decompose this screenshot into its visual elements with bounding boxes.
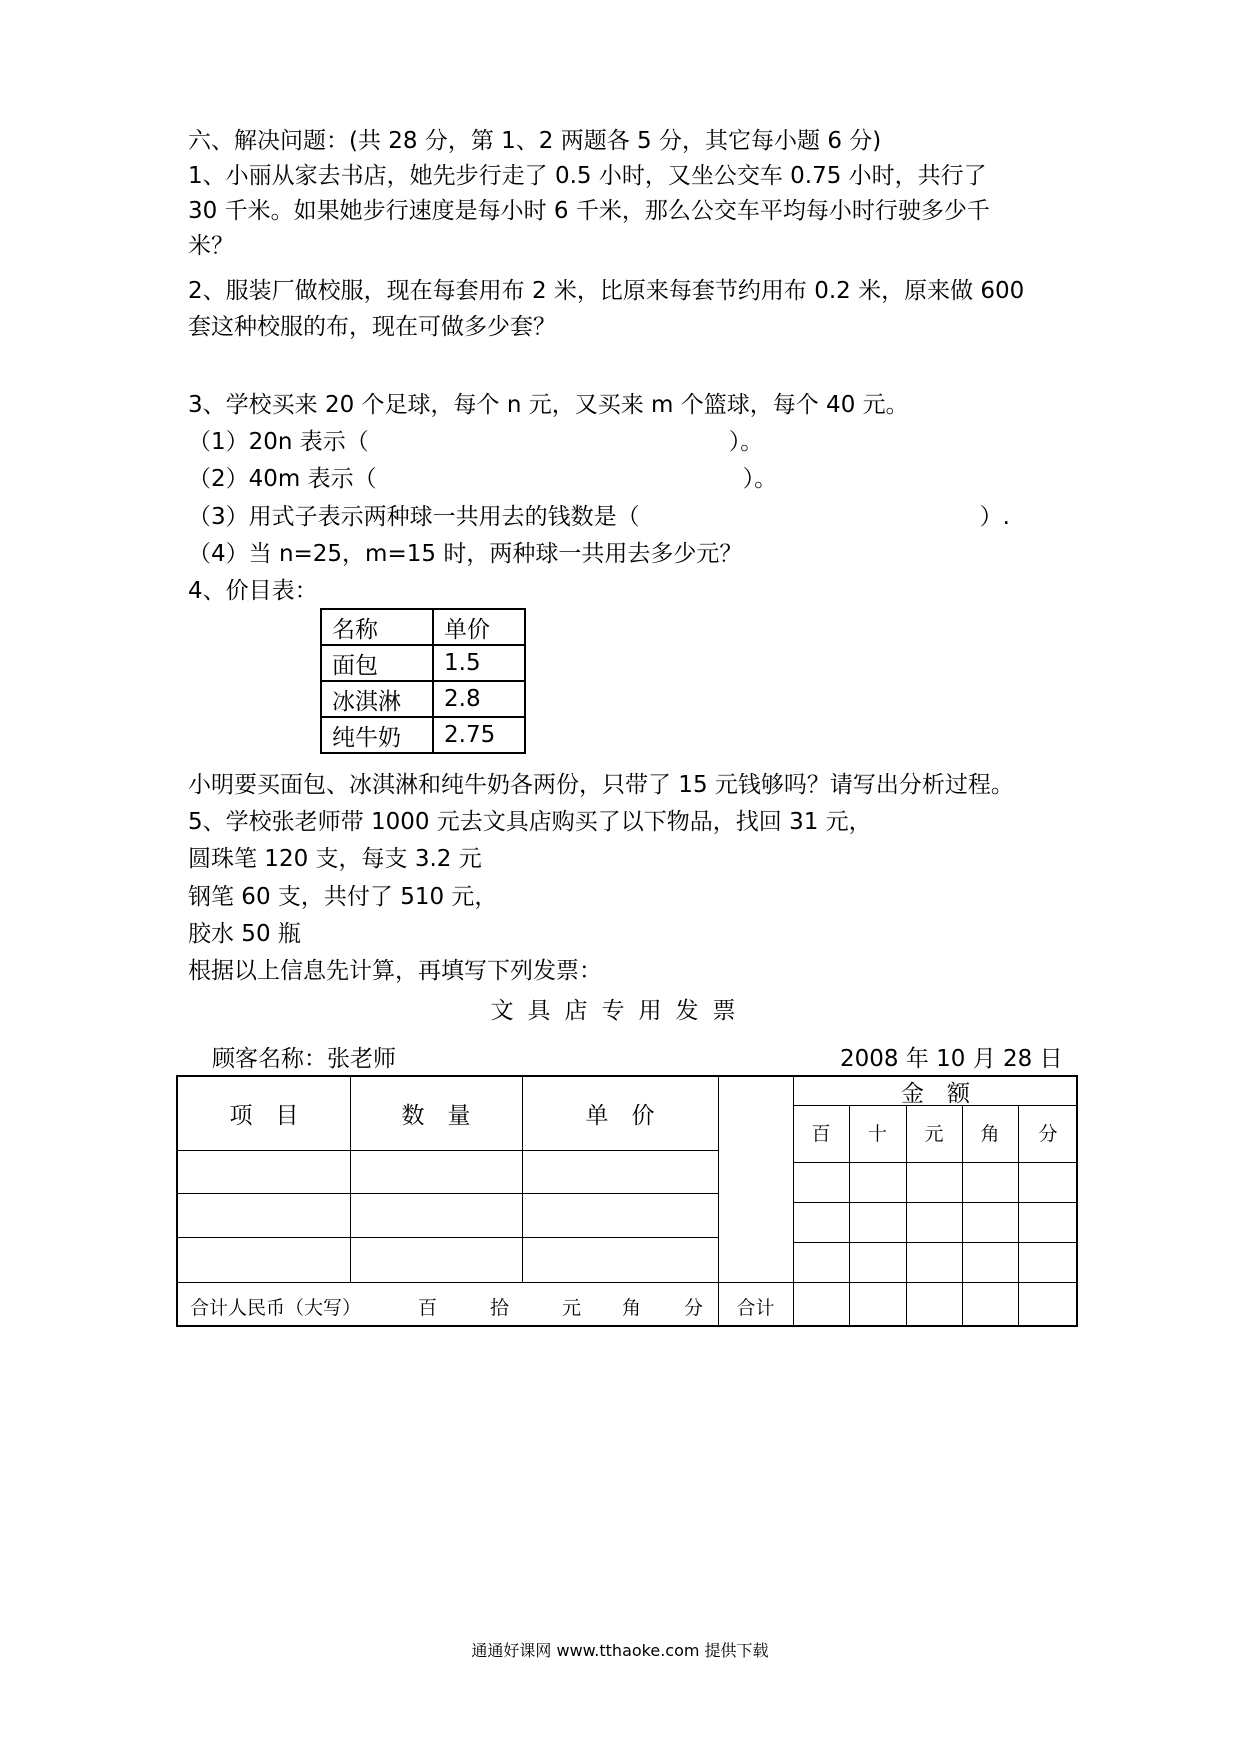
q5-line-2: 圆珠笔 120 支，每支 3.2 元 (188, 846, 482, 872)
price-table-header (321, 609, 525, 645)
q5-line-4: 胶水 50 瓶 (188, 921, 301, 947)
q2-line-2: 套这种校服的布，现在可做多少套？ (188, 314, 556, 340)
price-table-header-name: 名称 (321, 609, 433, 645)
total-unit-jiao: 角 (622, 1297, 642, 1319)
invoice-divider (793, 1162, 1078, 1163)
q3-part-4: （4）当 n=25，m=15 时，两种球一共用去多少元？ (188, 541, 743, 567)
q2-line-1: 2、服装厂做校服，现在每套用布 2 米，比原来每套节约用布 0.2 米，原来做 600 (188, 278, 1025, 304)
amount-unit-jiao: 角 (980, 1123, 1000, 1145)
table-row (321, 681, 525, 717)
invoice-customer: 顾客名称：张老师 (212, 1046, 396, 1072)
amount-unit-ten: 十 (867, 1123, 887, 1145)
q1-line-1: 1、小丽从家去书店，她先步行走了 0.5 小时，又坐公交车 0.75 小时，共行了 (188, 163, 987, 189)
invoice-divider (178, 1282, 1078, 1283)
total-rmb-label: 合计人民币（大写） (190, 1297, 362, 1319)
q3-part-3-open: （3）用式子表示两种球一共用去的钱数是（ (188, 504, 640, 530)
total-unit-ten: 拾 (490, 1297, 510, 1319)
table-cell: 1.5 (433, 645, 525, 681)
amount-unit-yuan: 元 (924, 1123, 944, 1145)
q5-line-1: 5、学校张老师带 1000 元去文具店购买了以下物品，找回 31 元， (188, 809, 872, 835)
invoice-divider (178, 1193, 718, 1194)
invoice-divider (793, 1202, 1078, 1203)
total-label: 合计 (736, 1297, 775, 1319)
q3-part-1 (188, 425, 763, 459)
q3-part-1-open: （1）20n 表示（ (188, 429, 369, 455)
table-cell: 2.75 (433, 717, 525, 753)
q3-part-3-close: ）. (979, 504, 1010, 530)
q3-part-3 (188, 500, 1010, 534)
q3-part-2-close: ）。 (742, 466, 778, 492)
invoice-col-item: 项 目 (229, 1103, 299, 1129)
invoice-divider (178, 1237, 718, 1238)
invoice-divider (718, 1077, 719, 1325)
table-row (321, 717, 525, 753)
q5-line-3: 钢笔 60 支，共付了 510 元， (188, 884, 498, 910)
total-unit-fen: 分 (684, 1297, 704, 1319)
q3-part-1-close: ）。 (728, 429, 764, 455)
invoice-col-amount: 金 额 (901, 1081, 970, 1107)
page-footer: 通通好课网 www.tthaoke.com 提供下载 (471, 1641, 769, 1660)
invoice-table (176, 1075, 1078, 1327)
total-unit-yuan: 元 (562, 1297, 582, 1319)
invoice-date: 2008 年 10 月 28 日 (840, 1046, 1063, 1072)
q4-label: 4、价目表： (188, 578, 318, 604)
q4-question: 小明要买面包、冰淇淋和纯牛奶各两份，只带了 15 元钱够吗？请写出分析过程。 (188, 772, 1014, 798)
table-cell: 纯牛奶 (321, 717, 433, 753)
amount-unit-fen: 分 (1038, 1123, 1058, 1145)
q5-line-5: 根据以上信息先计算，再填写下列发票： (188, 958, 602, 984)
table-row (321, 645, 525, 681)
table-cell: 冰淇淋 (321, 681, 433, 717)
section-heading: 六、解决问题：(共 28 分，第 1、2 两题各 5 分，其它每小题 6 分) (188, 128, 882, 154)
invoice-divider (793, 1077, 794, 1325)
price-table-header-price: 单价 (433, 609, 525, 645)
q1-line-3: 米？ (188, 233, 234, 259)
invoice-col-price: 单 价 (585, 1103, 655, 1129)
table-cell: 2.8 (433, 681, 525, 717)
price-table (320, 608, 526, 754)
invoice-col-qty: 数 量 (401, 1103, 471, 1129)
invoice-divider (178, 1150, 718, 1151)
total-unit-hundred: 百 (418, 1297, 438, 1319)
q1-line-2: 30 千米。如果她步行速度是每小时 6 千米，那么公交车平均每小时行驶多少千 (188, 198, 990, 224)
q3-part-2-open: （2）40m 表示（ (188, 466, 377, 492)
invoice-divider (793, 1242, 1078, 1243)
q3-stem: 3、学校买来 20 个足球，每个 n 元，又买来 m 个篮球，每个 40 元。 (188, 392, 909, 418)
q3-part-2 (188, 462, 777, 496)
table-cell: 面包 (321, 645, 433, 681)
amount-unit-hundred: 百 (811, 1123, 831, 1145)
invoice-title: 文具店专用发票 (490, 998, 750, 1024)
